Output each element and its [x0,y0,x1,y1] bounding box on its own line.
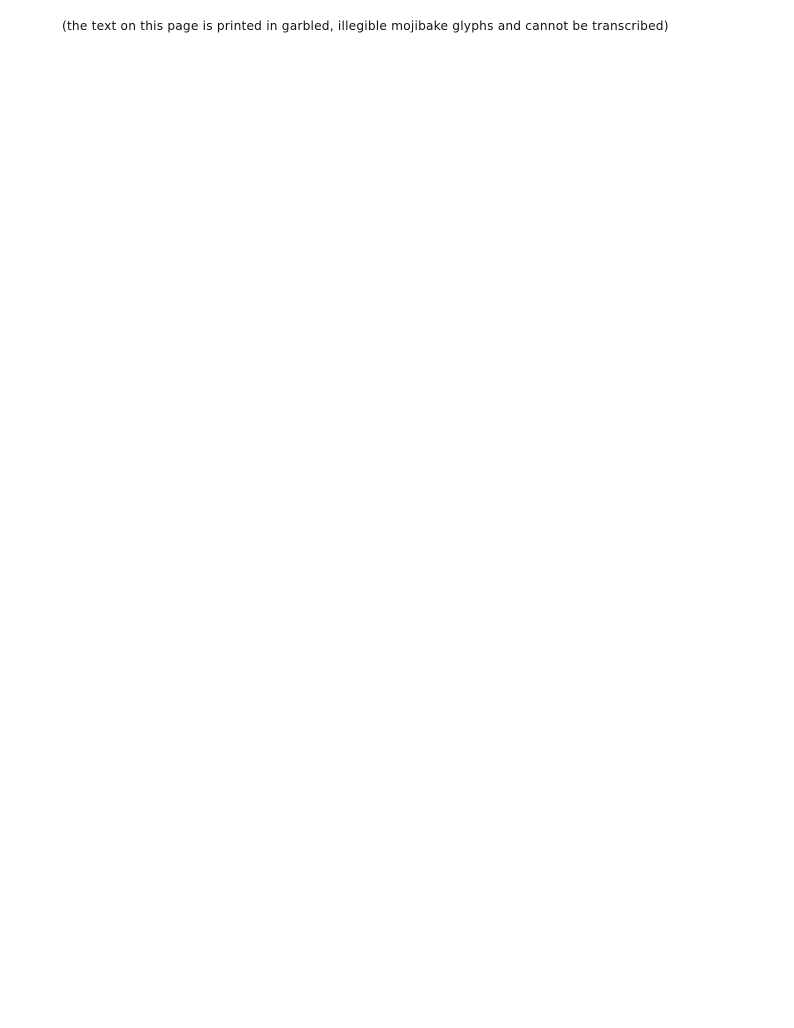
garbled-body-text [38,16,752,37]
paragraph: (the text on this page is printed in garbled, illegible mojibake glyphs and cannot be transcribed) [62,19,669,33]
